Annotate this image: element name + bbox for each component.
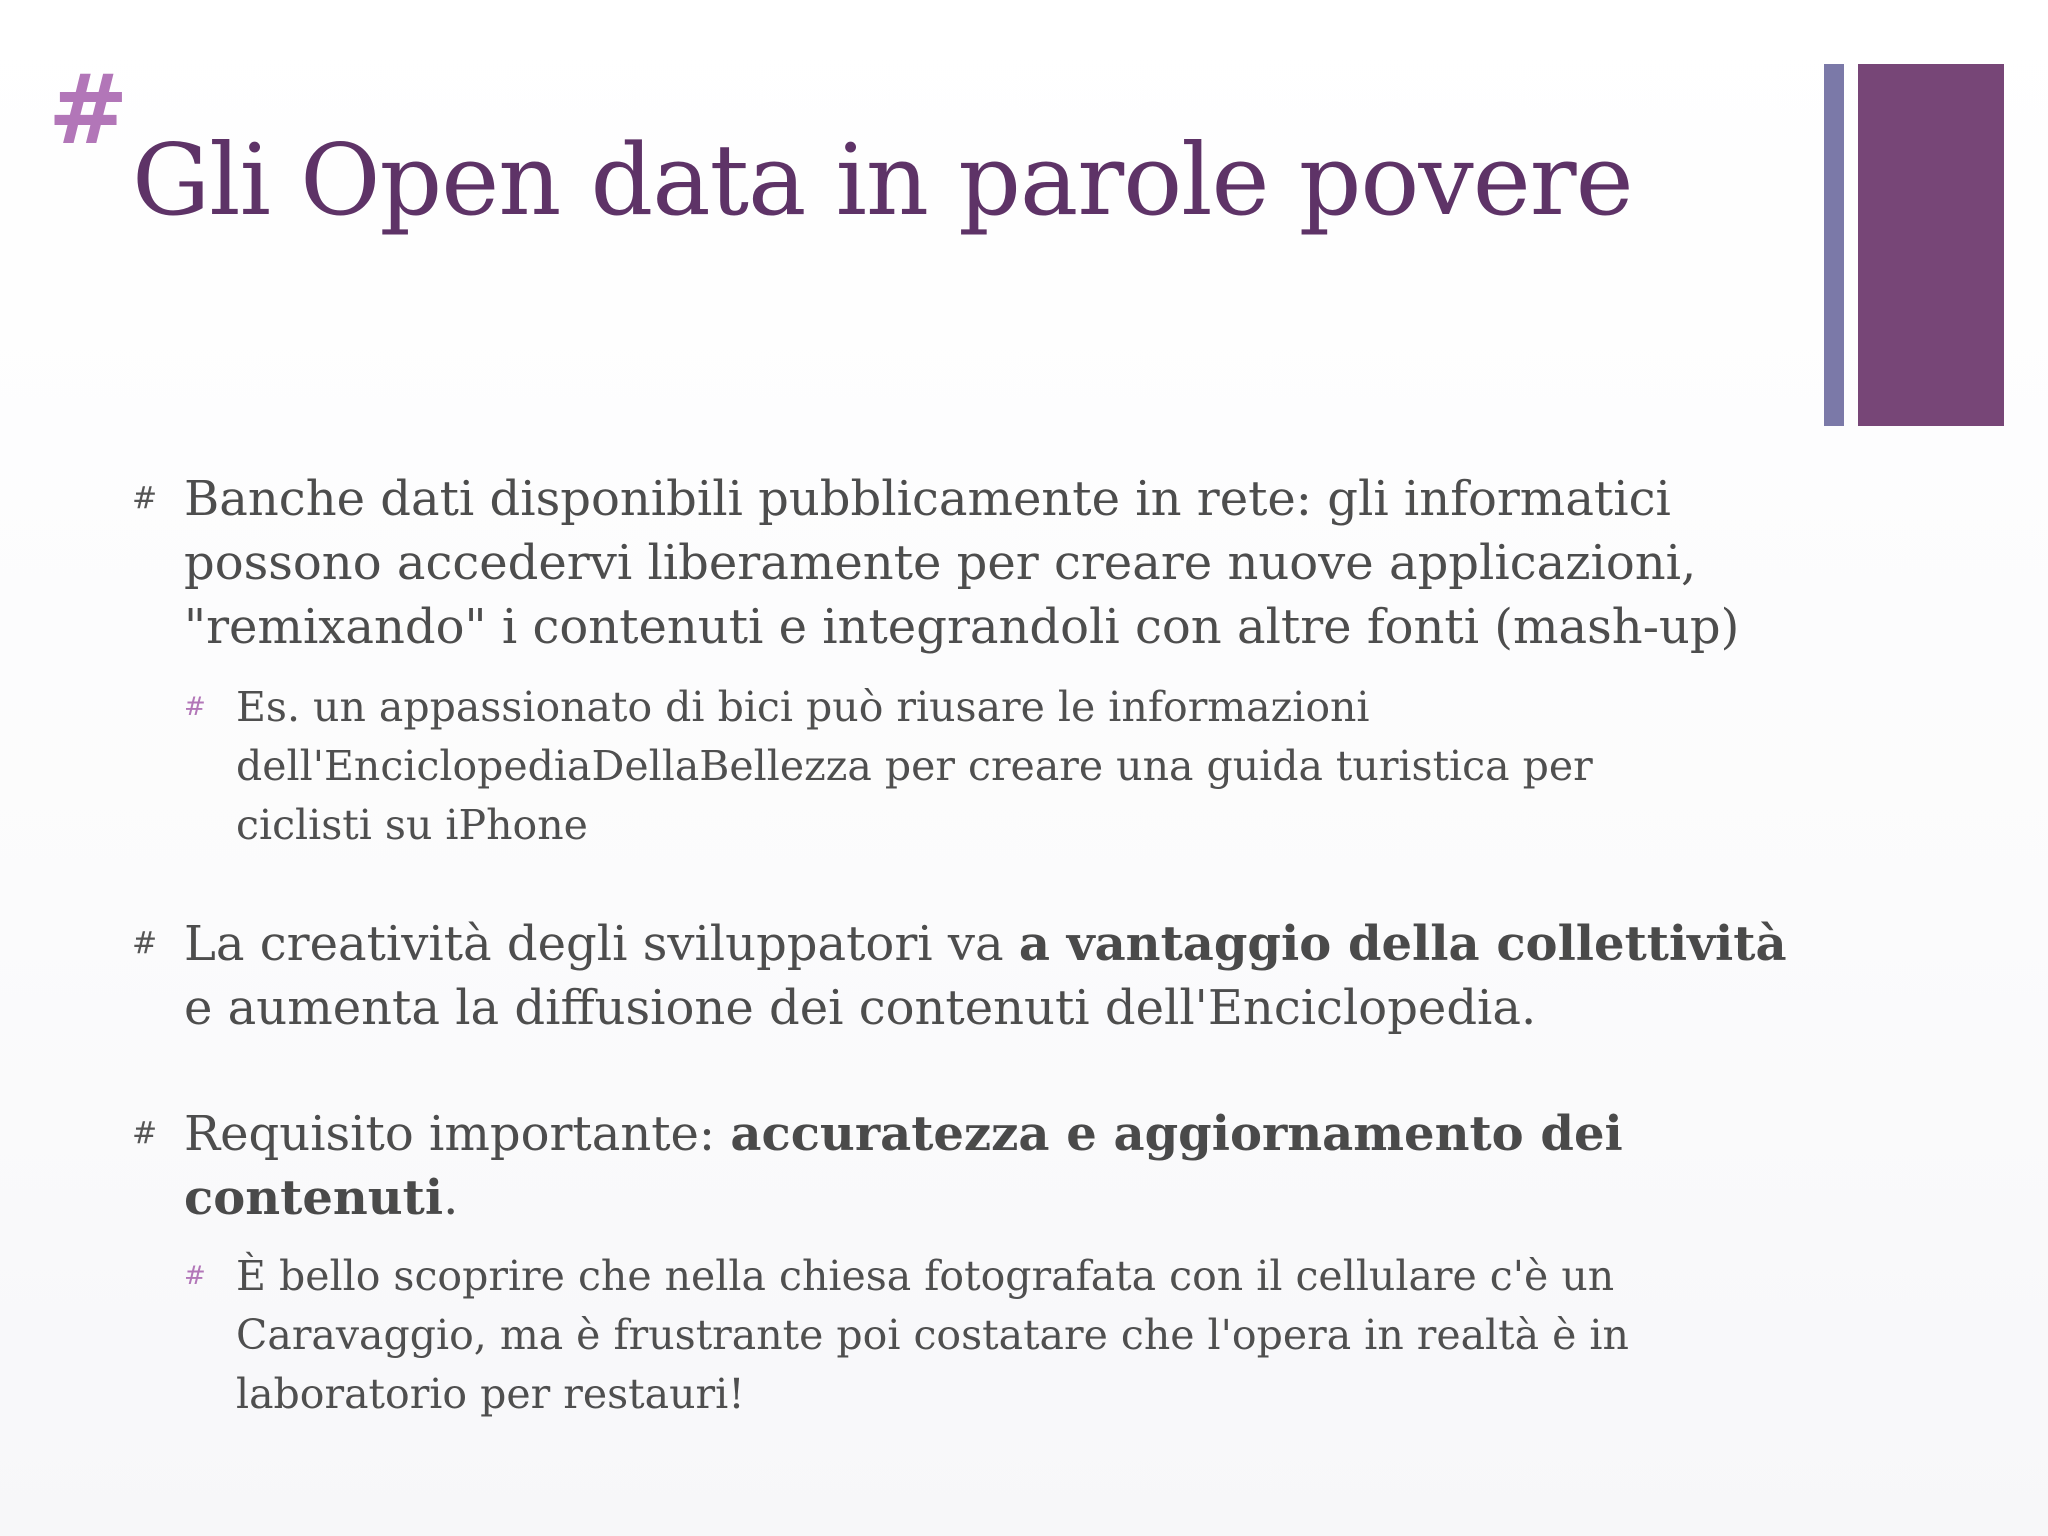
sub-list-item-text: Es. un appassionato di bici può riusare le informazioni dell'EnciclopediaDellaBellezza per creare una guida turistica per ciclisti su iPhone xyxy=(236,683,1593,849)
list-item xyxy=(132,467,1832,659)
emphasis-text: a vantaggio della collettività xyxy=(1018,916,1787,972)
bullet-icon: # xyxy=(132,926,158,961)
bullet-icon: # xyxy=(184,1261,206,1291)
list-item xyxy=(132,1102,1832,1230)
bullet-icon: # xyxy=(132,1116,158,1151)
list-item xyxy=(132,912,1832,1040)
bullet-icon: # xyxy=(184,692,206,722)
decorative-bar-thin xyxy=(1824,64,1844,426)
sub-list-item xyxy=(184,678,1784,855)
list-item-text: Requisito importante: accuratezza e aggiornamento dei contenuti. xyxy=(184,1106,1623,1226)
list-item-text: La creatività degli sviluppatori va a vantaggio della collettività e aumenta la diffusione dei contenuti dell'Enciclopedia. xyxy=(184,916,1787,1036)
list-item-text: Banche dati disponibili pubblicamente in rete: gli informatici possono accedervi liberamente per creare nuove applicazioni, "remixando" i contenuti e integrandoli con altre fonti (mash-up) xyxy=(184,471,1740,655)
sub-list-item xyxy=(184,1247,1784,1424)
slide-title: Gli Open data in parole povere xyxy=(132,124,1633,238)
hash-logo-icon: # xyxy=(48,54,129,166)
sub-list-item-text: È bello scoprire che nella chiesa fotografata con il cellulare c'è un Caravaggio, ma è frustrante poi costatare che l'opera in realtà è in laboratorio per restauri! xyxy=(236,1252,1629,1418)
decorative-bar-thick xyxy=(1858,64,2004,426)
emphasis-text: accuratezza e aggiornamento dei xyxy=(730,1106,1623,1162)
bullet-icon: # xyxy=(132,481,158,516)
emphasis-text: contenuti xyxy=(184,1170,444,1226)
